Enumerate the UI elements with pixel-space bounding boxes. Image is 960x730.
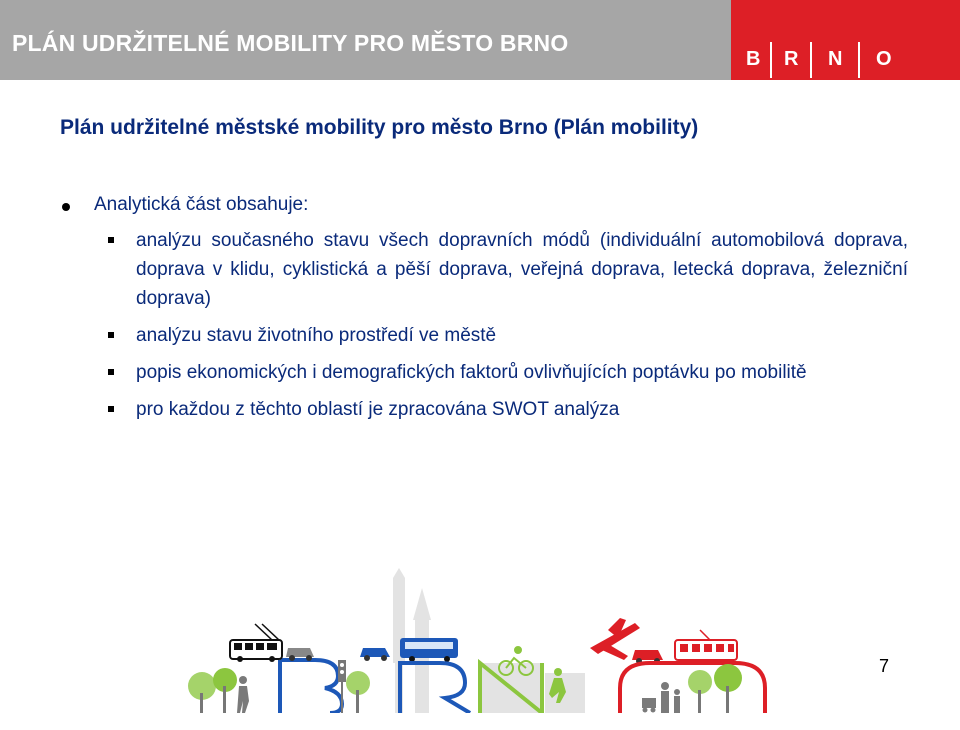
square-bullet-icon bbox=[108, 406, 114, 412]
page-number: 7 bbox=[879, 656, 890, 676]
logo-separator bbox=[810, 42, 812, 78]
list-item bbox=[108, 358, 908, 387]
letter-r-shape bbox=[400, 663, 470, 713]
list-item bbox=[108, 321, 908, 350]
family-icon bbox=[642, 682, 680, 713]
square-bullet-icon bbox=[108, 332, 114, 338]
list-item-text: analýzu stavu životního prostředí ve městě bbox=[136, 325, 497, 346]
square-bullet-icon bbox=[108, 237, 114, 243]
bullet-dot-icon bbox=[62, 203, 70, 211]
list-item-text: analýzu současného stavu všech dopravních módů (individuální automobilová doprava, doprava v klidu, cyklistická a pěší doprava, veřejná doprava, letecká doprava, železniční doprava) bbox=[136, 230, 908, 309]
brno-logo bbox=[731, 0, 960, 80]
analysis-list bbox=[108, 226, 908, 432]
logo-letter-b: B bbox=[746, 48, 761, 70]
tram-icon bbox=[675, 630, 737, 660]
logo-separator bbox=[770, 42, 772, 78]
list-item-text: pro každou z těchto oblastí je zpracována SWOT analýza bbox=[136, 399, 620, 420]
page-title: Plán udržitelné městské mobility pro město Brno (Plán mobility) bbox=[60, 116, 699, 139]
traffic-light-icon bbox=[338, 660, 346, 713]
square-bullet-icon bbox=[108, 369, 114, 375]
list-item-text: popis ekonomických i demografických faktorů ovlivňujících poptávku po mobilitě bbox=[136, 362, 807, 383]
trees-icon bbox=[688, 664, 742, 713]
letter-b-shape bbox=[280, 660, 342, 713]
logo-letter-r: R bbox=[784, 48, 799, 70]
list-item bbox=[108, 226, 908, 313]
trolleybus-icon bbox=[230, 624, 282, 662]
list-item bbox=[108, 395, 908, 424]
logo-letter-o: O bbox=[876, 48, 892, 70]
logo-separator bbox=[858, 42, 860, 78]
logo-letter-n: N bbox=[828, 48, 843, 70]
header-title: PLÁN UDRŽITELNÉ MOBILITY PRO MĚSTO BRNO bbox=[12, 30, 569, 56]
car-icon bbox=[360, 648, 390, 661]
airplane-icon bbox=[590, 618, 640, 660]
mobility-illustration bbox=[180, 568, 780, 713]
pedestrian-icon bbox=[237, 676, 249, 713]
section-heading-text: Analytická část obsahuje: bbox=[94, 194, 309, 215]
